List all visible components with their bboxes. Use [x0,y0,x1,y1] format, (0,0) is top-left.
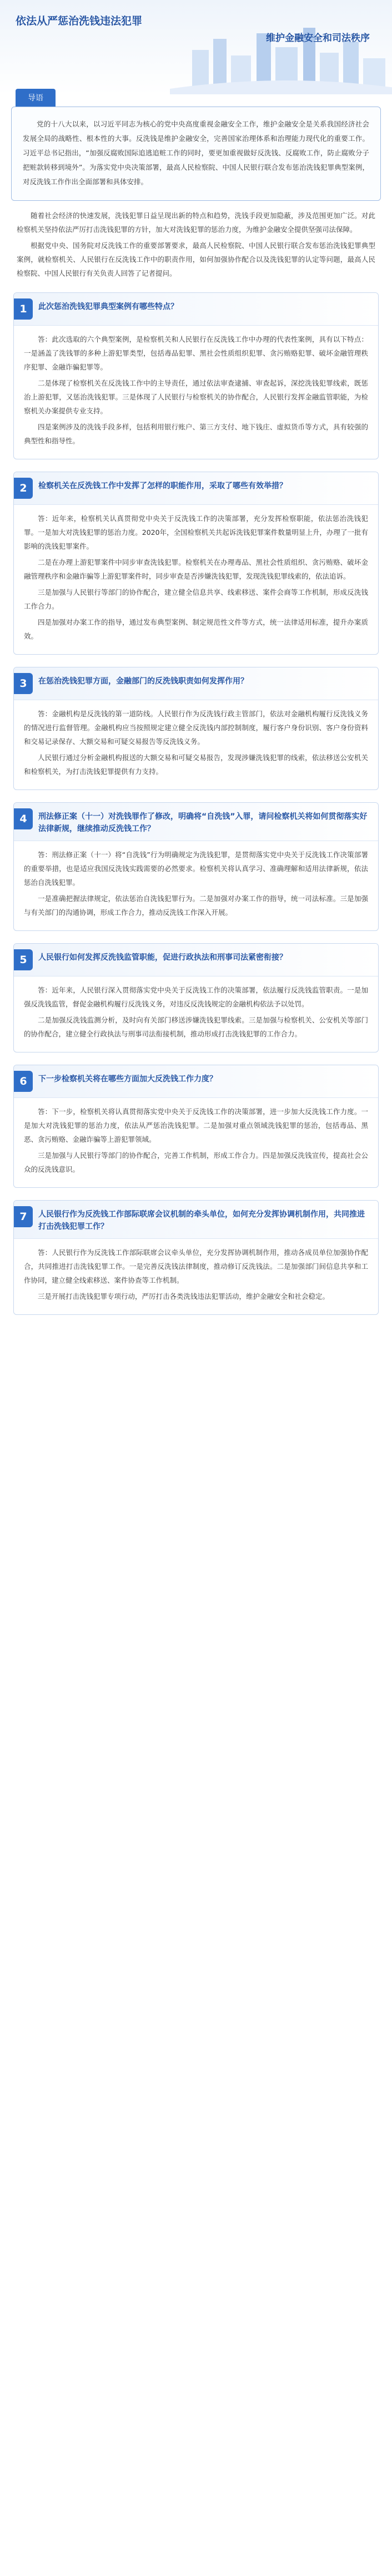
answer-body [14,976,378,1052]
question-number: 2 [14,478,33,499]
lead-paragraphs [0,201,392,280]
question-number: 4 [14,808,33,829]
question-number: 6 [14,1071,33,1092]
answer-body [14,700,378,789]
qa-card [13,472,379,655]
qa-section-6 [13,1065,379,1188]
answer-paragraph: 二是体现了检察机关在反洗钱工作中的主导责任，通过依法审查逮捕、审查起诉，深挖洗钱犯罪线索，既惩治上游犯罪，又惩治洗钱犯罪。三是体现了人民银行与检察机关的协作配合，人民银行发挥金融监管职能，为检察机关办案提供专业支持。 [24,379,368,415]
qa-card [13,667,379,790]
question-title: 在惩治洗钱犯罪方面，金融部门的反洗钱职责如何发挥作用？ [38,677,248,686]
qa-section-5 [13,943,379,1052]
question-number: 7 [14,1206,33,1227]
answer-paragraph: 答：近年来，人民银行深入贯彻落实党中央关于反洗钱工作的决策部署，依法履行反洗钱监管职责。一是加强反洗钱监管，督促金融机构履行反洗钱义务，对违反反洗钱规定的金融机构依法予以处罚。 [24,986,368,1008]
question-header [14,293,378,326]
question-title: 此次惩治洗钱犯罪典型案例有哪些特点？ [38,302,178,311]
lead-paragraph: 根据党中央、国务院对反洗钱工作的重要部署要求，最高人民检察院、中国人民银行联合发布惩治洗钱犯罪典型案例，就检察机关、人民银行在反洗钱工作中的职责作用，如何加强协作配合以及洗钱犯罪的认定等问题，最高人民检察院、中国人民银行有关负责人回答了记者提问。 [17,241,375,277]
answer-paragraph: 一是准确把握法律规定，依法惩治自洗钱犯罪行为。二是加强对办案工作的指导，统一司法标准。三是加强与有关部门的沟通协调，形成工作合力，推动反洗钱工作深入开展。 [24,894,368,917]
page-subtitle: 维护金融安全和司法秩序 [266,33,370,44]
qa-section-3 [13,667,379,790]
answer-body [14,841,378,930]
answer-paragraph: 答：金融机构是反洗钱的第一道防线。人民银行作为反洗钱行政主管部门，依法对金融机构履行反洗钱义务的情况进行监督管理。金融机构应当按照规定建立健全反洗钱内部控制制度，履行客户身份识别、客户身份资料和交易记录保存、大额交易和可疑交易报告等反洗钱义务。 [24,710,368,746]
lead-paragraph: 随着社会经济的快速发展，洗钱犯罪日益呈现出新的特点和趋势，洗钱手段更加隐蔽，涉及范围更加广泛。对此检察机关坚持依法严厉打击洗钱犯罪的方针，加大对洗钱犯罪的惩治力度，为维护金融安全提供坚强司法保障。 [17,211,375,234]
question-header [14,1201,378,1239]
answer-paragraph: 三是加强与人民银行等部门的协作配合，建立健全信息共享、线索移送、案件会商等工作机制，形成反洗钱工作合力。 [24,588,368,610]
question-number: 3 [14,673,33,694]
answer-body [14,505,378,654]
intro-section [0,89,392,201]
question-title: 人民银行如何发挥反洗钱监管职能，促进行政执法和刑事司法紧密衔接？ [38,953,287,962]
answer-body [14,1239,378,1314]
question-title: 刑法修正案（十一）对洗钱罪作了修改，明确将“自洗钱”入罪，请问检察机关将如何贯彻落实好法律新规，继续推动反洗钱工作？ [38,812,368,833]
question-title: 下一步检察机关将在哪些方面加大反洗钱工作力度？ [38,1075,217,1084]
page-title: 依法从严惩治洗钱违法犯罪 [16,15,143,27]
header-banner [0,0,392,94]
answer-body [14,326,378,459]
qa-card [13,1065,379,1188]
city-skyline-illustration [170,17,392,94]
qa-card [13,1200,379,1315]
question-header [14,472,378,505]
qa-card [13,943,379,1052]
question-header [14,803,378,841]
answer-paragraph: 答：下一步，检察机关将认真贯彻落实党中央关于反洗钱工作的决策部署，进一步加大反洗钱工作力度。一是加大对洗钱犯罪的惩治力度，依法从严惩治洗钱犯罪。二是加强对重点领域洗钱犯罪的惩治，包括毒品、黑恶、贪污贿赂、金融诈骗等上游犯罪领域。 [24,1107,368,1143]
answer-paragraph: 答：人民银行作为反洗钱工作部际联席会议牵头单位，充分发挥协调机制作用，推动各成员单位加强协作配合，共同推进打击洗钱犯罪工作。一是完善反洗钱法律制度，推动修订反洗钱法。二是加强部门间信息共享和工作协同，建立健全线索移送、案件协查等工作机制。 [24,1248,368,1284]
qa-section-7 [13,1200,379,1315]
intro-tab: 导语 [16,89,56,107]
answer-paragraph: 二是在办理上游犯罪案件中同步审查洗钱犯罪。检察机关在办理毒品、黑社会性质组织、贪污贿赂、破坏金融管理秩序和金融诈骗等上游犯罪案件时，同步审查是否涉嫌洗钱犯罪，发现洗钱犯罪线索的，依法追诉。 [24,558,368,580]
answer-paragraph: 三是开展打击洗钱犯罪专项行动，严厉打击各类洗钱违法犯罪活动，维护金融安全和社会稳定。 [38,1292,330,1300]
answer-paragraph: 答：此次选取的六个典型案例，是检察机关和人民银行在反洗钱工作中办理的代表性案例，具有以下特点：一是涵盖了洗钱罪的多种上游犯罪类型，包括毒品犯罪、黑社会性质组织犯罪、贪污贿赂犯罪、破坏金融管理秩序犯罪、金融诈骗犯罪等。 [24,335,368,371]
qa-section-1 [13,292,379,459]
answer-paragraph: 四是案例涉及的洗钱手段多样，包括利用银行账户、第三方支付、地下钱庄、虚拟货币等方式，具有较强的典型性和指导性。 [24,423,368,445]
answer-paragraph: 三是加强与人民银行等部门的协作配合，完善工作机制，形成工作合力。四是加强反洗钱宣传，提高社会公众的反洗钱意识。 [24,1151,368,1173]
question-header [14,667,378,700]
question-title: 人民银行作为反洗钱工作部际联席会议机制的牵头单位，如何充分发挥协调机制作用，共同推进打击洗钱犯罪工作？ [38,1210,365,1231]
answer-paragraph: 人民银行通过分析金融机构报送的大额交易和可疑交易报告，发现涉嫌洗钱犯罪的线索，依法移送公安机关和检察机关，为打击洗钱犯罪提供有力支持。 [24,753,368,776]
answer-paragraph: 二是加强反洗钱监测分析，及时向有关部门移送涉嫌洗钱犯罪线索。三是加强与检察机关、公安机关等部门的协作配合，建立健全行政执法与刑事司法衔接机制，推动形成打击洗钱犯罪的工作合力。 [24,1016,368,1038]
question-header [14,1065,378,1098]
qa-card [13,292,379,459]
answer-paragraph: 答：刑法修正案（十一）将“自洗钱”行为明确规定为洗钱犯罪，是贯彻落实党中央关于反洗钱工作决策部署的重要举措，也是适应我国反洗钱实践需要的必然要求。检察机关将认真学习、准确理解和适用法律新规，依法惩治自洗钱犯罪。 [24,851,368,887]
answer-body [14,1098,378,1187]
question-number: 1 [14,298,33,320]
qa-section-4 [13,802,379,931]
qa-section-2 [13,472,379,655]
question-header [14,944,378,976]
answer-paragraph: 答：近年来，检察机关认真贯彻党中央关于反洗钱工作的决策部署，充分发挥检察职能，依法惩治洗钱犯罪。一是加大对洗钱犯罪的惩治力度。2020年，全国检察机关共起诉洗钱犯罪案件数量明显上升，办理了一批有影响的洗钱犯罪案件。 [24,514,368,550]
question-title: 检察机关在反洗钱工作中发挥了怎样的职能作用，采取了哪些有效举措？ [38,482,287,490]
question-number: 5 [14,949,33,970]
qa-card [13,802,379,931]
intro-text: 党的十八大以来，以习近平同志为核心的党中央高度重视金融安全工作，维护金融安全是关系我国经济社会发展全局的战略性、根本性的大事。反洗钱是维护金融安全，完善国家治理体系和治理能力现代化的重要工作。习近平总书记指出，“加强反腐败国际追逃追赃工作的同时，要更加重视做好反洗钱、反腐败工作，防止腐败分子把赃款转移到境外”。为落实党中央决策部署，最高人民检察院、中国人民银行联合发布惩治洗钱犯罪典型案例，对反洗钱工作作出全面部署和具体安排。 [11,107,381,201]
answer-paragraph: 四是加强对办案工作的指导，通过发布典型案例、制定规范性文件等方式，统一法律适用标准，提升办案质效。 [24,618,368,640]
